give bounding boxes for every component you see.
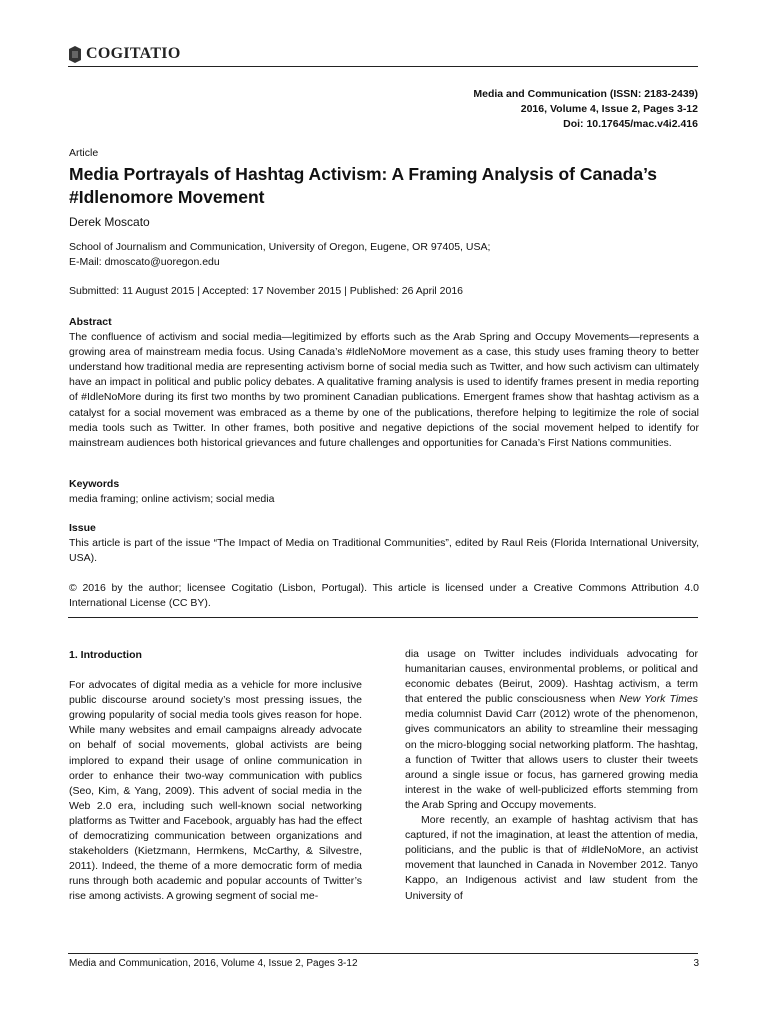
keywords-text: media framing; online activism; social media: [69, 493, 275, 506]
author-affiliation: [69, 240, 490, 270]
journal-doi: Doi: 10.17645/mac.v4i2.416: [563, 118, 698, 130]
keywords-section: [69, 477, 699, 507]
body-column-right: [405, 647, 698, 904]
body-paragraph: For advocates of digital media as a vehicle for more inclusive public discourse around society’s most pressing issues, the growing popularity of social media tools gives reason for hope. While many websites and email campaigns already advocate on behalf of social movements, global activists are being implored to expand their usage of online communication in order to enhance their two-way communication with publics (Seo, Kim, & Yang, 2009). This advent of social media in the Web 2.0 era, including such well-known social networking platforms as Twitter and Facebook, arguably has had the effect of democratizing communication between organizations and stakeholders (Kietzmann, Hermkens, McCarthy, & Silvestre, 2011). Indeed, the theme of a more democratic form of media runs through both academic and popular accounts of Twitter’s rise among activists. A growing segment of social me-: [69, 679, 362, 903]
section-rule: [68, 617, 698, 618]
keywords-heading: Keywords: [69, 478, 120, 490]
issue-text: This article is part of the issue “The Impact of Media on Traditional Communities”, edited by Raul Reis (Florida International University, USA).: [69, 537, 699, 565]
license-section: [69, 581, 699, 611]
abstract-heading: Abstract: [69, 316, 112, 328]
issue-section: [69, 521, 699, 566]
footer-rule: [68, 953, 698, 954]
body-text: media columnist David Carr (2012) wrote of the phenomenon, gives communicators an ability to streamline their messaging on the micro-blogging social networking platform. The hashtag, a function of Twitter that allows users to cluster their tweets around a single issue or focus, has garnered growing media interest in the wake of well-publicized efforts stemming from the Arab Spring and Occupy movements.: [405, 708, 698, 811]
logo-text: COGITATIO: [86, 45, 181, 62]
affiliation-line: School of Journalism and Communication, University of Oregon, Eugene, OR 97405, USA;: [69, 241, 491, 253]
abstract-section: [69, 315, 699, 451]
author-name: Derek Moscato: [69, 215, 150, 229]
logo-mark-icon: [68, 45, 82, 64]
body-text-italic: New York Times: [619, 693, 698, 706]
publication-dates: Submitted: 11 August 2015 | Accepted: 17 November 2015 | Published: 26 April 2016: [69, 285, 464, 297]
issue-heading: Issue: [69, 522, 96, 534]
journal-name: Media and Communication (ISSN: 2183-2439): [473, 88, 698, 100]
article-title: Media Portrayals of Hashtag Activism: A Framing Analysis of Canada’s #Idlenomore Movement: [69, 164, 658, 207]
journal-info: [473, 87, 698, 132]
body-paragraph: More recently, an example of hashtag activism that has captured, if not the imagination, at least the attention of media, politicians, and the public is that of #IdleNoMore, an activist movement that launched in Canada in November 2012. Tanyo Kappo, an Indigenous activist and law student from the University of: [405, 814, 698, 902]
page-number: 3: [693, 958, 699, 969]
journal-volume: 2016, Volume 4, Issue 2, Pages 3-12: [520, 103, 698, 115]
abstract-text: The confluence of activism and social media—legitimized by efforts such as the Arab Spring and Occupy Movements—represents a growing area of mainstream media focus. Using Canada’s #IdleNoMore movement as a case, this study uses framing theory to better understand how traditional media are representing activism borne of social media such as Twitter, and how such activism can ultimately have an impact in political and public policy debates. A qualitative framing analysis is used to identify frames present in media reporting of #IdleNoMore during its first two months by two prominent Canadian publications. Emergent frames show that hashtag activism as a catalyst for a social movement was embraced as a theme by one of the publications, therefore helping to legitimize the role of social media tools such as Twitter. In other frames, both positive and negative depictions of the social movement helped to identify for mainstream audiences both historical grievances and future challenges and opportunities for Canada’s First Nations communities.: [69, 331, 699, 449]
license-text: © 2016 by the author; licensee Cogitatio (Lisbon, Portugal). This article is licensed under a Creative Commons Attribution 4.0 International License (CC BY).: [69, 582, 699, 610]
body-paragraph: [405, 647, 698, 813]
body-column-left: [69, 648, 362, 905]
section-heading: 1. Introduction: [69, 649, 142, 661]
article-type: Article: [69, 147, 99, 159]
page-footer: [69, 958, 699, 969]
body-text: dia usage on Twitter includes individuals advocating for humanitarian causes, environmental problems, or political and economic debates (Beirut, 2009). Hashtag activism, a term that entered the public consciousness when: [405, 648, 698, 706]
footer-citation: Media and Communication, 2016, Volume 4, Issue 2, Pages 3-12: [69, 958, 358, 969]
author-email: E-Mail: dmoscato@uoregon.edu: [69, 256, 220, 268]
publisher-logo: [68, 43, 181, 65]
header-rule: [68, 66, 698, 67]
